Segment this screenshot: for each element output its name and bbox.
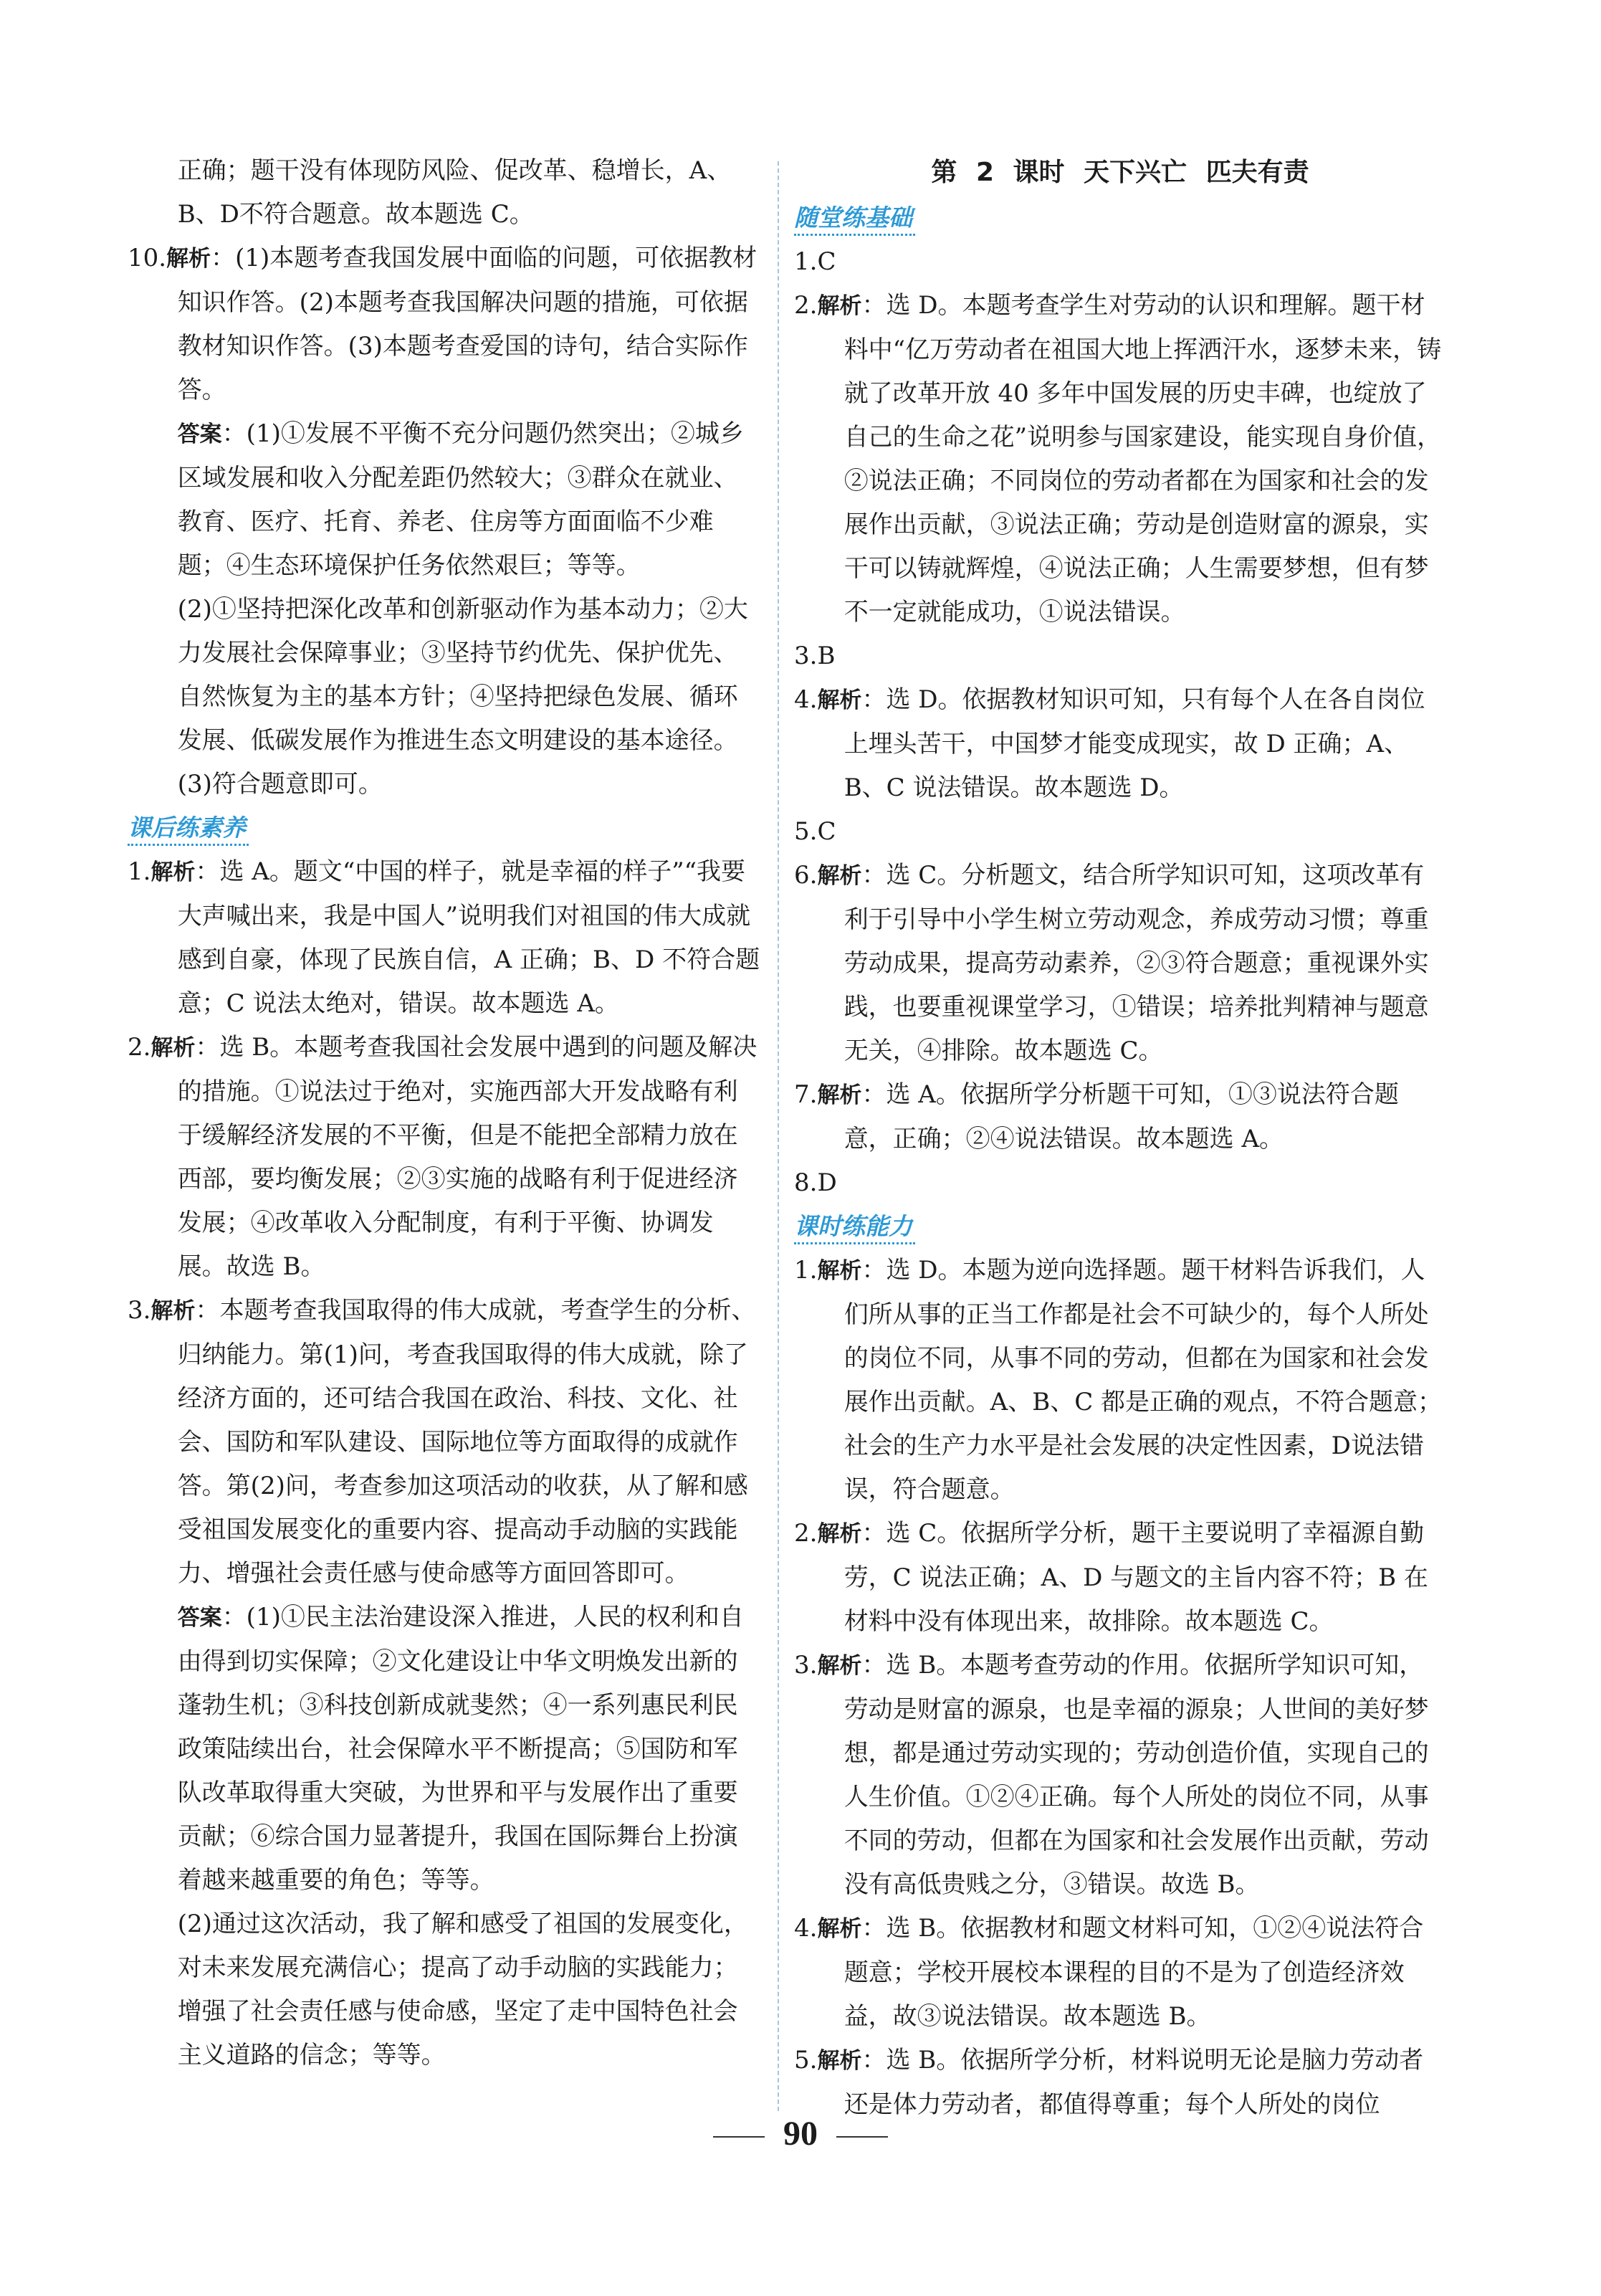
classroom-q1 xyxy=(794,240,1446,284)
ability-q3 xyxy=(794,1644,1446,1907)
analysis-text: ：本题考查我国取得的伟大成就，考查学生的分析、归纳能力。第(1)问，考查我国取得的伟大成就，除了经济方面的，还可结合我国在政治、科技、文化、社会、国防和军队建设、国际地位等方面取得的成就作答。第(2)问，考查参加这项活动的收获，从了解和感受祖国发展变化的重要内容、提高动手动脑的实践能力、增强社会责任感与使命感等方面回答即可。 xyxy=(177,1296,756,1588)
classroom-q4 xyxy=(794,678,1446,810)
q3-answer-2: (2)通过这次活动，我了解和感受了祖国的发展变化，对未来发展充满信心；提高了动手动脑的实践能力；增强了社会责任感与使命感，坚定了走中国特色社会主义道路的信念；等等。 xyxy=(177,1910,748,2069)
item-number: 3. xyxy=(128,1296,151,1325)
analysis-label: 解析 xyxy=(817,687,862,713)
item-number: 5. xyxy=(794,817,818,846)
item-number: 6. xyxy=(794,861,818,890)
item-number: 4. xyxy=(794,1914,818,1943)
analysis-label: 解析 xyxy=(817,1258,862,1284)
analysis-label: 解析 xyxy=(817,1653,862,1679)
analysis-label: 解析 xyxy=(817,1916,862,1942)
answer-choice: D xyxy=(817,1168,837,1197)
answer-label: 答案 xyxy=(177,421,222,447)
right-column xyxy=(794,149,1446,2127)
item-number: 2. xyxy=(794,1519,818,1548)
analysis-label: 解析 xyxy=(817,293,862,319)
page-number-value: 90 xyxy=(783,2115,818,2153)
left-column xyxy=(128,149,762,2077)
analysis-text: ：选 A。题文“中国的样子，就是幸福的样子”“我要大声喊出来，我是中国人”说明我们对祖国的伟大成就感到自豪，体现了民族自信，A 正确；B、D 不符合题意；C 说法太绝对，错误。故本题选 A。 xyxy=(177,857,760,1018)
item-number: 3. xyxy=(794,1651,818,1680)
item-number: 4. xyxy=(794,685,818,714)
analysis-label: 解析 xyxy=(150,1035,196,1061)
analysis-text: ：选 B。本题考查劳动的作用。依据所学知识可知，劳动是财富的源泉，也是幸福的源泉；人世间的美好梦想，都是通过劳动实现的；劳动创造价值，实现自己的人生价值。①②④正确。每个人所处的岗位不同，从事不同的劳动，但都在为国家和社会发展作出贡献，劳动没有高低贵贱之分，③错误。故选 B。 xyxy=(843,1651,1429,1899)
analysis-label: 解析 xyxy=(817,863,862,889)
classroom-q5 xyxy=(794,810,1446,854)
lesson-title: 第 2 课时 天下兴亡 匹夫有责 xyxy=(931,158,1309,187)
item-number: 1. xyxy=(128,857,151,886)
analysis-label: 解析 xyxy=(817,1521,862,1547)
classroom-q3 xyxy=(794,634,1446,678)
item-number: 5. xyxy=(794,2046,818,2075)
analysis-text: ：选 D。本题为逆向选择题。题干材料告诉我们，人们所从事的正当工作都是社会不可缺少的，每个人所处的岗位不同，从事不同的劳动，但都在为国家和社会发展作出贡献。A、B、C 都是正确的观点，不符合题意；社会的生产力水平是社会发展的决定性因素，D说法错误，符合题意。 xyxy=(843,1256,1443,1504)
answer-label: 答案 xyxy=(177,1605,222,1631)
analysis-text: ：选 C。分析题文，结合所学知识可知，这项改革有利于引导中小学生树立劳动观念，养成劳动习惯；尊重劳动成果，提高劳动素养，②③符合题意；重视课外实践，也要重视课堂学习，①错误；培养批判精神与题意无关，④排除。故本题选 C。 xyxy=(843,861,1429,1065)
q10-analysis xyxy=(128,237,762,412)
classroom-q7 xyxy=(794,1073,1446,1161)
ability-q1 xyxy=(794,1249,1446,1512)
analysis-text: ：选 A。依据所学分析题干可知，①③说法符合题意，正确；②④说法错误。故本题选 A。 xyxy=(843,1080,1399,1153)
homework-q1 xyxy=(128,850,762,1026)
item-number: 3. xyxy=(794,642,818,670)
classroom-q8 xyxy=(794,1161,1446,1205)
answer-choice: C xyxy=(817,817,836,846)
analysis-text: ：选 D。本题考查学生对劳动的认识和理解。题干材料中“亿万劳动者在祖国大地上挥洒汗水，逐梦未来，铸就了改革开放 40 多年中国发展的历史丰碑，也绽放了自己的生命之花”说明参与国家建设，能实现自身价值，②说法正确；不同岗位的劳动者都在为国家和社会的发展作出贡献，③说法正确；劳动是创造财富的源泉，实干可以铸就辉煌，④说法正确；人生需要梦想，但有梦不一定就能成功，①说法错误。 xyxy=(843,291,1442,627)
item-number: 8. xyxy=(794,1168,818,1197)
homework-q2 xyxy=(128,1026,762,1289)
ability-q2 xyxy=(794,1512,1446,1644)
analysis-text: ：选 B。依据教材和题文材料可知，①②④说法符合题意；学校开展校本课程的目的不是为了创造经济效益，故③说法错误。故本题选 B。 xyxy=(843,1914,1424,2031)
q3-answer-1 xyxy=(128,1596,762,1902)
analysis-text: ：选 C。依据所学分析，题干主要说明了幸福源自勤劳，C 说法正确；A、D 与题文的主旨内容不符；B 在材料中没有体现出来，故排除。故本题选 C。 xyxy=(843,1519,1428,1636)
item-number: 7. xyxy=(794,1080,818,1109)
answer-text: ：(1)①民主法治建设深入推进，人民的权利和自由得到切实保障；②文化建设让中华文明焕发出新的蓬勃生机；③科技创新成就斐然；④一系列惠民利民政策陆续出台，社会保障水平不断提高；⑤国防和军队改革取得重大突破，为世界和平与发展作出了重要贡献；⑥综合国力显著提升，我国在国际舞台上扮演着越来越重要的角色；等等。 xyxy=(177,1603,744,1895)
analysis-label: 解析 xyxy=(817,1082,862,1108)
intro-text: 正确；题干没有体现防风险、促改革、稳增长，A、B、D不符合题意。故本题选 C。 xyxy=(177,156,732,229)
analysis-text: ：选 D。依据教材知识可知，只有每个人在各自岗位上埋头苦干，中国梦才能变成现实，故 D 正确；A、B、C 说法错误。故本题选 D。 xyxy=(843,685,1425,802)
item-number: 10. xyxy=(128,244,167,272)
item-number: 1. xyxy=(794,1256,818,1285)
analysis-text: ：选 B。依据所学分析，材料说明无论是脑力劳动者还是体力劳动者，都值得尊重；每个人所处的岗位 xyxy=(843,2046,1424,2119)
item-number: 2. xyxy=(128,1033,151,1062)
answer-text: ：(1)①发展不平衡不充分问题仍然突出；②城乡区域发展和收入分配差距仍然较大；③群众在就业、教育、医疗、托育、养老、住房等方面面临不少难题；④生态环境保护任务依然艰巨；等等。 xyxy=(177,419,744,580)
analysis-text: ：(1)本题考查我国发展中面临的问题，可依据教材知识作答。(2)本题考查我国解决问题的措施，可依据教材知识作答。(3)本题考查爱国的诗句，结合实际作答。 xyxy=(177,244,758,404)
page-number xyxy=(0,2109,1601,2159)
homework-q3 xyxy=(128,1289,762,1596)
section-title-homework: 课后练素养 xyxy=(128,812,249,846)
analysis-text: ：选 B。本题考查我国社会发展中遇到的问题及解决的措施。①说法过于绝对，实施西部大开发战略有利于缓解经济发展的不平衡，但是不能把全部精力放在西部，要均衡发展；②③实施的战略有利于促进经济发展；④改革收入分配制度，有利于平衡、协调发展。故选 B。 xyxy=(177,1033,758,1281)
answer-choice: B xyxy=(817,642,836,670)
classroom-q2 xyxy=(794,284,1446,634)
column-divider xyxy=(778,161,779,2111)
section-title-classroom: 随堂练基础 xyxy=(794,202,915,236)
item-number: 2. xyxy=(794,291,818,320)
answer-choice: C xyxy=(817,247,836,276)
q10-answer-2: (2)①坚持把深化改革和创新驱动作为基本动力；②大力发展社会保障事业；③坚持节约优先、保护优先、自然恢复为主的基本方针；④坚持把绿色发展、循环发展、低碳发展作为推进生态文明建设的基本途径。 xyxy=(177,595,748,755)
analysis-label: 解析 xyxy=(150,859,196,885)
q10-answer-1 xyxy=(128,412,762,588)
page-number-dash-right xyxy=(836,2136,888,2138)
section-title-ability: 课时练能力 xyxy=(794,1211,915,1244)
q10-answer-3: (3)符合题意即可。 xyxy=(177,770,383,799)
classroom-q6 xyxy=(794,854,1446,1073)
analysis-label: 解析 xyxy=(150,1298,196,1324)
item-number: 1. xyxy=(794,247,818,276)
ability-q4 xyxy=(794,1907,1446,2039)
analysis-label: 解析 xyxy=(817,2048,862,2074)
page-number-dash-left xyxy=(713,2136,765,2138)
analysis-label: 解析 xyxy=(166,246,211,272)
